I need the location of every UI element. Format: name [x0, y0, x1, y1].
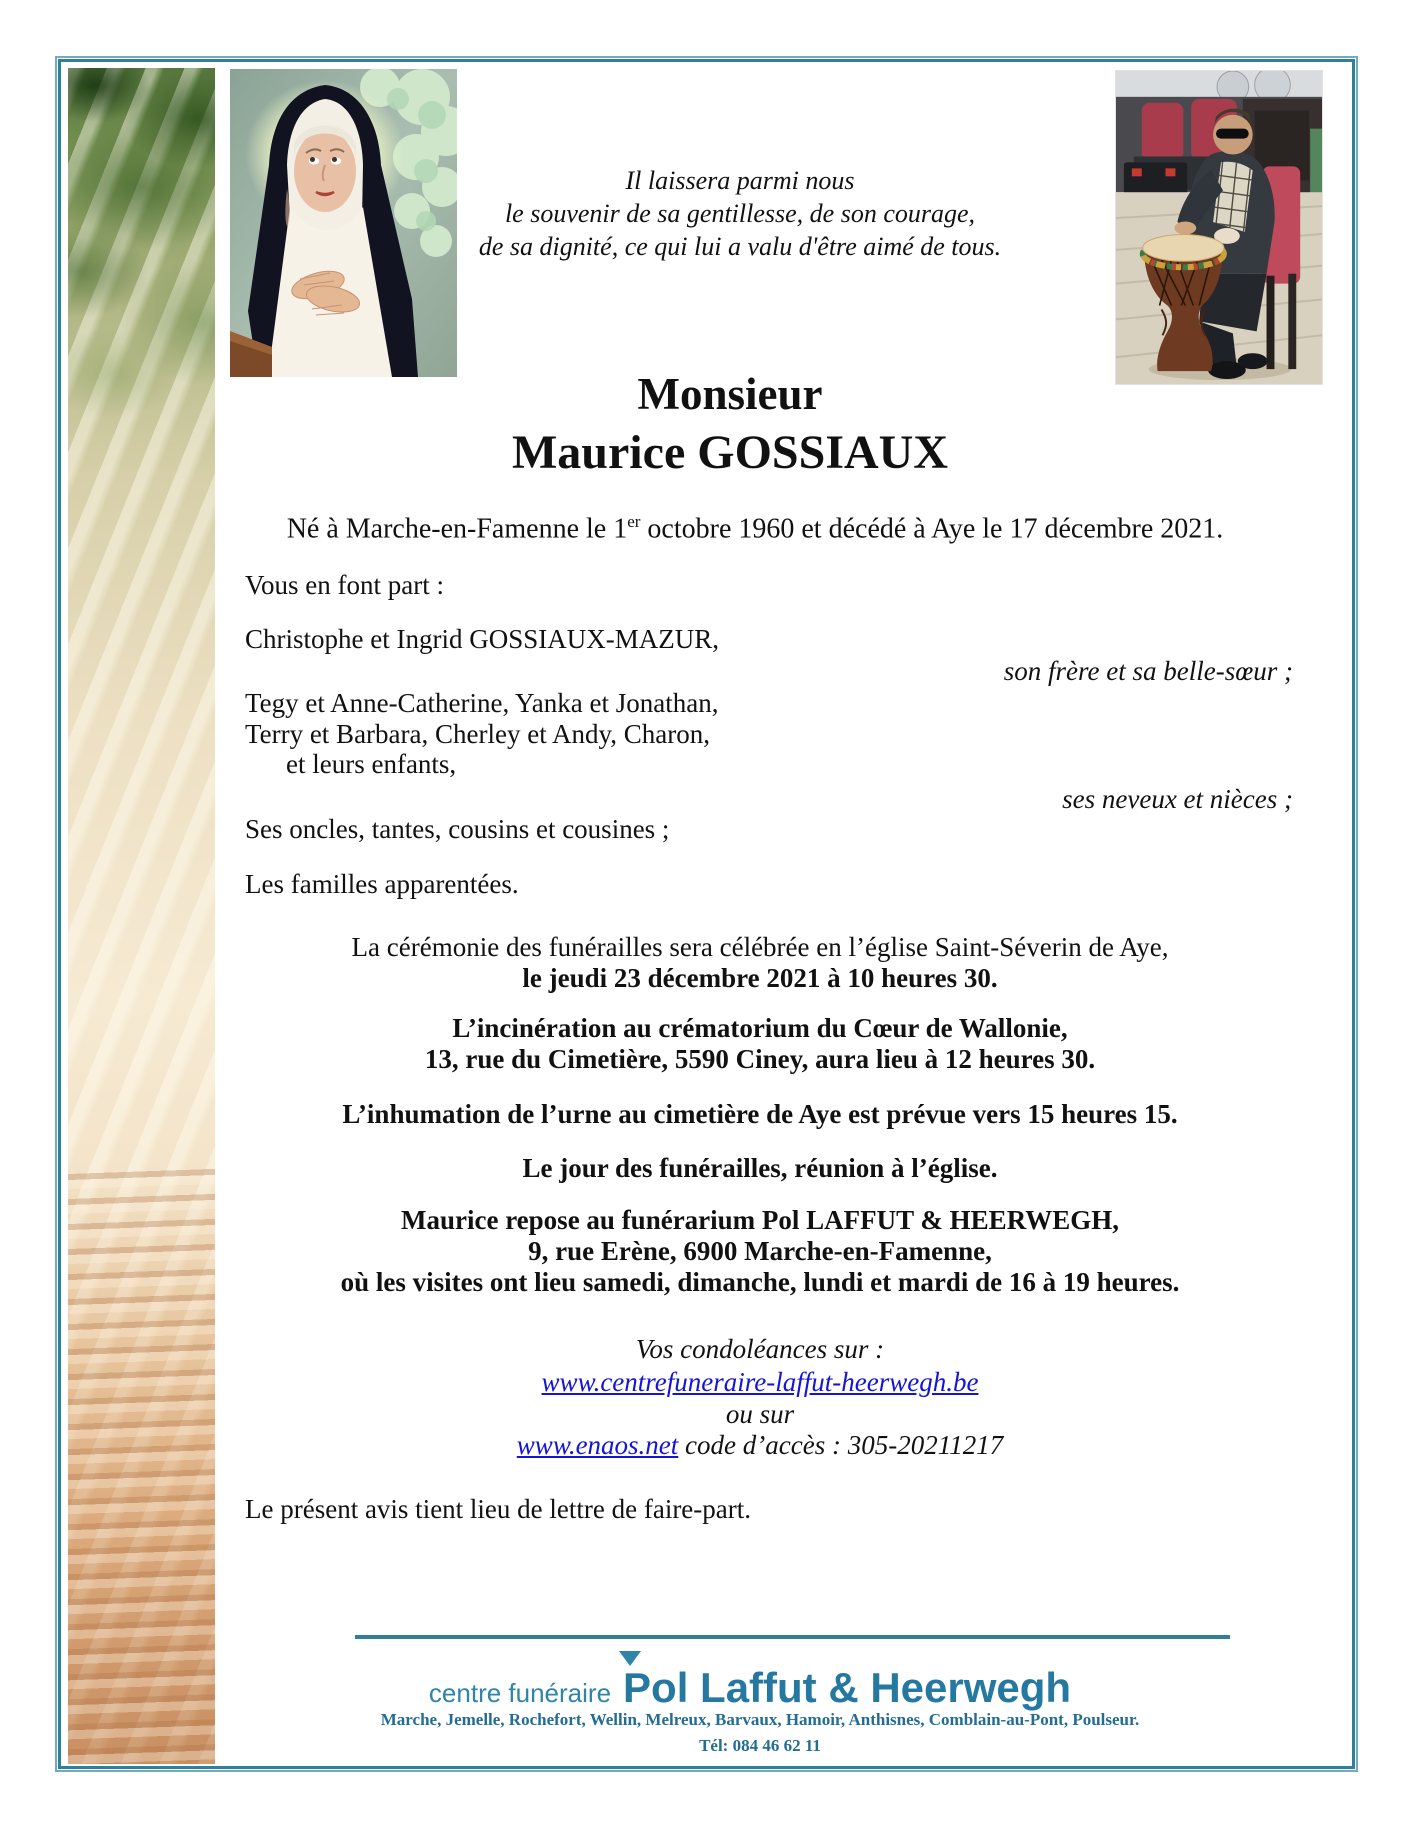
condolences-intro: Vos condoléances sur :	[635, 1334, 885, 1364]
condolences-link-row-1	[230, 1367, 1290, 1398]
vital-ordinal-sup: er	[627, 512, 641, 531]
brand-small-text: centre funéraire	[428, 1678, 612, 1708]
access-code-text: code d’accès : 305-20211217	[678, 1430, 1004, 1460]
footer-divider-rule	[355, 1635, 1230, 1639]
inhumation-line: L’inhumation de l’urne au cimetière de Aye est prévue vers 15 heures 15.	[342, 1099, 1178, 1129]
enaos-website-link[interactable]: www.enaos.net	[516, 1430, 679, 1460]
repose-line-2: 9, rue Erène, 6900 Marche-en-Famenne,	[528, 1236, 992, 1266]
repose-line-1: Maurice repose au funérarium Pol LAFFUT & HEERWEGH,	[400, 1205, 1120, 1235]
relation-nephews: ses neveux et nièces ;	[1062, 784, 1293, 814]
ceremony-line: La cérémonie des funérailles sera célébrée en l’église Saint-Séverin de Aye,	[351, 932, 1169, 962]
family-line-uncles: Ses oncles, tantes, cousins et cousines ;	[245, 814, 670, 844]
birth-death-line	[230, 512, 1280, 545]
family-line-related: Les familles apparentées.	[245, 869, 519, 899]
forest-path-artwork	[68, 68, 215, 1764]
announcement-intro: Vous en font part :	[245, 570, 444, 600]
family-line-children: et leurs enfants,	[286, 749, 457, 779]
family-line-brother: Christophe et Ingrid GOSSIAUX-MAZUR,	[245, 624, 719, 654]
repose-line-3: où les visites ont lieu samedi, dimanche, lundi et mardi de 16 à 19 heures.	[340, 1267, 1180, 1297]
cremation-line-1: L’incinération au crématorium du Cœur de Wallonie,	[452, 1013, 1068, 1043]
reunion-line: Le jour des funérailles, réunion à l’église.	[522, 1153, 998, 1183]
deceased-name: Maurice GOSSIAUX	[512, 426, 948, 479]
epitaph-line: Il laissera parmi nous	[625, 166, 855, 195]
condolences-or: ou sur	[725, 1399, 795, 1429]
funeral-home-logo	[100, 1664, 1400, 1712]
epitaph-quote	[420, 164, 1060, 263]
footer-phone: Tél: 084 46 62 11	[699, 1736, 821, 1755]
funeral-home-website-link[interactable]: www.centrefuneraire-laffut-heerwegh.be	[541, 1367, 979, 1397]
epitaph-line: le souvenir de sa gentillesse, de son courage,	[504, 199, 976, 228]
family-line-nephews-2: Terry et Barbara, Cherley et Andy, Charon,	[245, 719, 710, 749]
djembe-player-illustration	[1116, 71, 1322, 384]
condolences-link-row-2	[230, 1430, 1290, 1461]
brand-large-text: Pol Laffut & Heerwegh	[623, 1664, 1072, 1711]
family-line-nephews-1: Tegy et Anne-Catherine, Yanka et Jonathan,	[245, 688, 719, 718]
ceremony-date: le jeudi 23 décembre 2021 à 10 heures 30.	[522, 963, 998, 993]
relation-brother: son frère et sa belle-sœur ;	[1003, 656, 1293, 686]
salutation: Monsieur	[637, 369, 823, 419]
footer-cities-line: Marche, Jemelle, Rochefort, Wellin, Melreux, Barvaux, Hamoir, Anthisnes, Comblain-au-Pont, Poulseur.	[380, 1710, 1140, 1729]
deceased-title	[225, 366, 1235, 483]
cremation-line-2: 13, rue du Cimetière, 5590 Ciney, aura lieu à 12 heures 30.	[424, 1044, 1096, 1074]
faire-part-notice: Le présent avis tient lieu de lettre de faire-part.	[245, 1494, 752, 1524]
vital-suffix: octobre 1960 et décédé à Aye le 17 décembre 2021.	[640, 513, 1224, 545]
vital-prefix: Né à Marche-en-Famenne le 1	[286, 513, 628, 545]
deceased-djembe-photo	[1115, 70, 1323, 385]
epitaph-line: de sa dignité, ce qui lui a valu d'être aimé de tous.	[478, 232, 1002, 261]
